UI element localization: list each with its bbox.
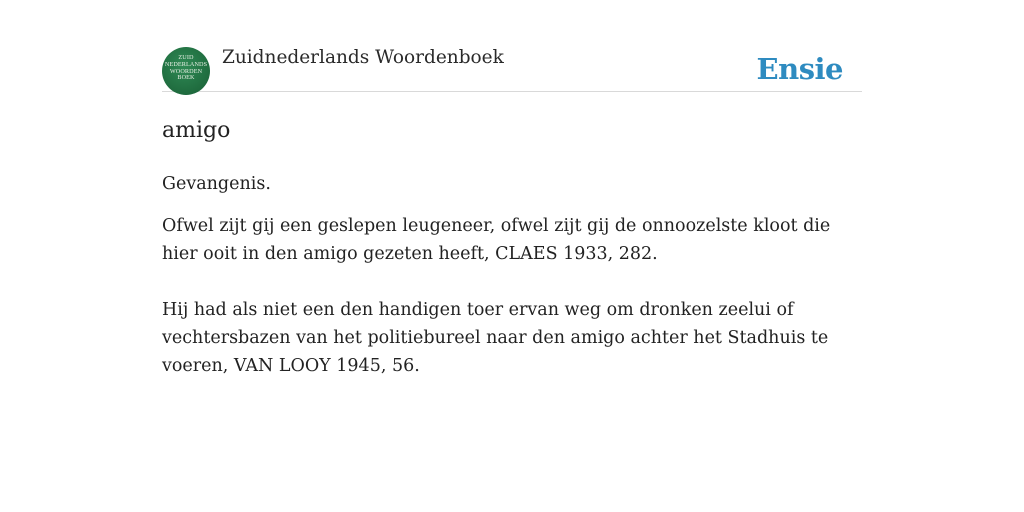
logo-text [162, 55, 210, 82]
quotation: Hij had als niet een den handigen toer ervan weg om dronken zeelui of vechtersbazen van het politiebureel naar den amigo achter het Stadhuis te voeren, VAN LOOY 1945, 56. [162, 300, 829, 376]
quotation: Ofwel zijt gij een geslepen leugeneer, ofwel zijt gij de onnoozelste kloot die hier ooit in den amigo gezeten heeft, CLAES 1933, 282. [162, 216, 831, 264]
logo-line: ZUID [178, 54, 194, 61]
ensie-brand-link[interactable]: Ensie [756, 52, 843, 86]
publisher-logo[interactable] [162, 47, 210, 95]
page [162, 0, 862, 380]
logo-line: BOEK [177, 74, 195, 82]
entry-headword: amigo [162, 118, 231, 143]
quotations-list [162, 212, 862, 380]
logo-line: WOORDEN [169, 67, 203, 75]
logo-line: NEDERLANDS [164, 60, 208, 68]
entry-definition: Gevangenis. [162, 174, 271, 194]
site-name-link[interactable]: Zuidnederlands Woordenboek [222, 47, 504, 68]
header [162, 47, 862, 92]
